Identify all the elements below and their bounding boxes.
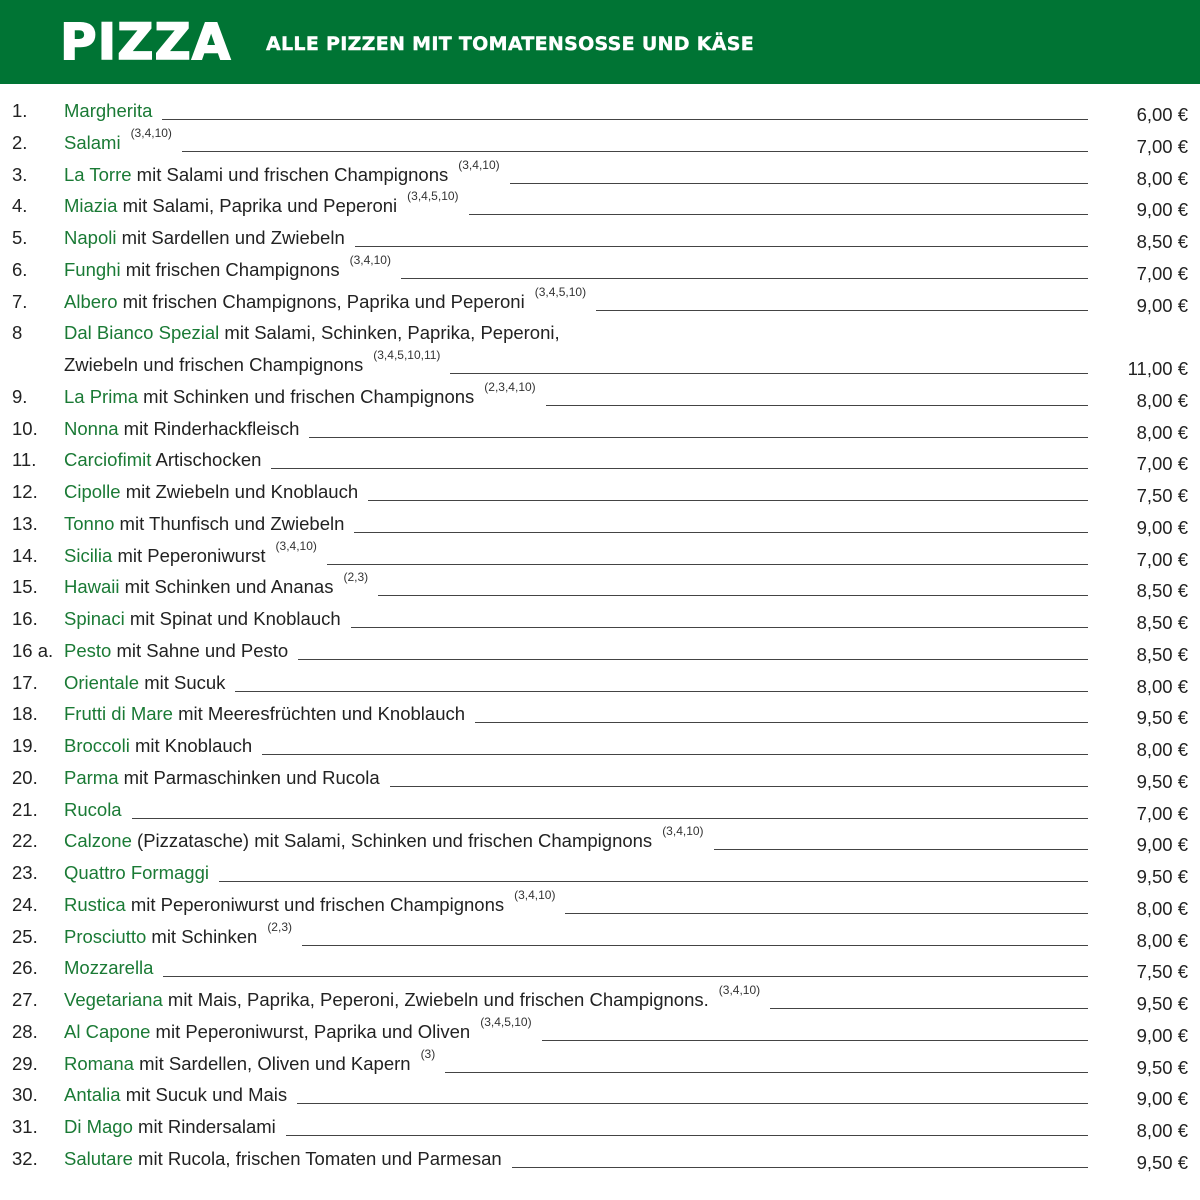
item-number: 3.	[12, 163, 28, 185]
item-text	[64, 894, 504, 916]
item-number: 29.	[12, 1052, 38, 1074]
item-price: 7,00 €	[1136, 262, 1188, 284]
dotted-leader-line	[770, 1007, 1088, 1009]
item-number: 23.	[12, 862, 38, 883]
item-allergens: (3,4,10)	[349, 252, 391, 267]
dotted-leader-line	[378, 594, 1088, 596]
item-description: mit Sucuk	[139, 671, 226, 693]
menu-item	[0, 761, 1200, 793]
item-text	[64, 576, 333, 598]
item-name: Frutti di Mare	[64, 703, 173, 725]
dotted-leader-line	[327, 563, 1088, 565]
item-number: 24.	[12, 893, 38, 915]
item-allergens: (2,3)	[267, 919, 292, 934]
menu-item	[0, 920, 1200, 952]
item-text-line	[64, 919, 1088, 948]
item-name: Miazia	[64, 195, 118, 217]
item-text	[64, 386, 474, 408]
dotted-leader-line	[714, 848, 1088, 850]
item-allergens: (2,3)	[343, 570, 369, 585]
item-text-line	[64, 513, 1088, 535]
item-text	[64, 1053, 411, 1075]
item-description: Zwiebeln und frischen Champignons	[64, 354, 364, 375]
item-price: 9,50 €	[1136, 1056, 1188, 1078]
item-price: 8,50 €	[1136, 580, 1188, 602]
item-name: Calzone	[64, 830, 132, 852]
item-number: 22.	[12, 830, 38, 852]
item-price: 6,00 €	[1136, 104, 1188, 125]
item-text-line	[64, 824, 1088, 852]
item-text-line	[64, 481, 1088, 503]
item-number: 25.	[12, 925, 38, 947]
item-text-line	[64, 672, 1088, 694]
item-text-line	[64, 1014, 1088, 1043]
item-number: 14.	[12, 544, 38, 566]
item-text-line	[64, 887, 1088, 916]
dotted-leader-line	[445, 1071, 1088, 1073]
item-name: Vegetariana	[64, 989, 163, 1010]
page-subtitle: ALLE PIZZEN MIT TOMATENSOSSE UND KÄSE	[266, 33, 755, 55]
item-text	[64, 481, 358, 503]
item-description: mit Salami und frischen Champignons	[131, 163, 449, 185]
item-description: mit Meeresfrüchten und Knoblauch	[172, 703, 466, 725]
item-text-line	[64, 348, 1088, 376]
item-name: Margherita	[64, 100, 153, 121]
menu-item	[0, 507, 1200, 539]
menu-item	[0, 729, 1200, 761]
item-number: 5.	[12, 227, 28, 248]
item-number: 28.	[12, 1020, 38, 1042]
item-text	[64, 291, 525, 313]
item-text-line	[64, 227, 1088, 249]
item-price: 8,50 €	[1136, 231, 1188, 252]
item-description: Artischocken	[151, 449, 262, 471]
item-number: 32.	[12, 1147, 38, 1169]
item-number: 17.	[12, 671, 38, 693]
dotted-leader-line	[512, 1166, 1088, 1168]
item-name: Rucola	[64, 798, 122, 820]
item-number: 30.	[12, 1084, 38, 1106]
dotted-leader-line	[450, 372, 1088, 374]
dotted-leader-line	[298, 658, 1088, 660]
item-description: mit Sucuk und Mais	[120, 1084, 288, 1106]
menu-item	[0, 126, 1200, 158]
item-price: 8,00 €	[1136, 739, 1188, 760]
item-description: mit Thunfisch und Zwiebeln	[114, 512, 345, 534]
dotted-leader-line	[354, 531, 1088, 533]
item-text-line	[64, 379, 1088, 408]
item-text-line	[64, 1046, 1088, 1075]
item-price: 7,00 €	[1136, 802, 1188, 824]
item-name: Pesto	[64, 639, 112, 661]
item-description: mit Salami, Paprika und Peperoni	[117, 195, 398, 217]
menu-item	[0, 1142, 1200, 1174]
item-number: 8	[12, 322, 23, 344]
item-name: Nonna	[64, 417, 119, 439]
item-allergens: (2,3,4,10)	[484, 379, 536, 394]
item-text-line	[64, 538, 1088, 567]
item-number: 27.	[12, 989, 38, 1010]
item-price: 8,50 €	[1136, 643, 1188, 665]
item-text	[64, 989, 709, 1011]
item-description: mit Mais, Paprika, Peperoni, Zwiebeln und frischen Champignons.	[162, 989, 709, 1010]
item-number: 16 a.	[12, 639, 54, 661]
menu-item	[0, 412, 1200, 444]
item-description: (Pizzatasche) mit Salami, Schinken und frischen Champignons	[131, 830, 653, 852]
menu-item	[0, 1015, 1200, 1047]
menu-item	[0, 602, 1200, 634]
item-number: 1.	[12, 100, 28, 121]
item-text	[64, 830, 652, 852]
item-price: 9,50 €	[1136, 707, 1188, 729]
item-price: 8,00 €	[1136, 897, 1188, 919]
menu-item	[0, 94, 1200, 126]
menu-item	[0, 888, 1200, 920]
item-price: 9,00 €	[1136, 294, 1188, 316]
item-text	[64, 735, 252, 757]
item-text	[64, 862, 209, 884]
item-name: Napoli	[64, 227, 117, 248]
dotted-leader-line	[132, 817, 1088, 819]
item-name: Carciofimit	[64, 449, 152, 471]
item-price: 9,00 €	[1136, 834, 1188, 856]
item-name: Orientale	[64, 671, 140, 693]
item-price: 7,00 €	[1136, 135, 1188, 157]
item-text-line	[64, 252, 1088, 281]
item-description: mit Schinken	[146, 925, 258, 947]
menu-item	[0, 221, 1200, 253]
item-text-line	[64, 767, 1088, 789]
dotted-leader-line	[297, 1102, 1088, 1104]
item-description: mit Salami, Schinken, Paprika, Peperoni,	[219, 322, 560, 344]
dotted-leader-line	[475, 721, 1088, 723]
item-text-line	[64, 570, 1088, 598]
item-number: 20.	[12, 766, 38, 788]
dotted-leader-line	[219, 880, 1088, 882]
item-number: 10.	[12, 417, 38, 439]
menu-item	[0, 539, 1200, 571]
menu-item	[0, 983, 1200, 1015]
item-allergens: (3,4,5,10,11)	[373, 348, 441, 362]
item-text-line	[64, 640, 1088, 662]
item-text	[64, 703, 465, 725]
item-name: Antalia	[64, 1084, 121, 1106]
item-text-line	[64, 735, 1088, 757]
item-description: mit Sahne und Pesto	[111, 639, 289, 661]
menu-item	[0, 634, 1200, 666]
item-text	[64, 195, 397, 217]
menu-item	[0, 856, 1200, 888]
item-description: mit Parmaschinken und Rucola	[118, 766, 380, 788]
menu-item	[0, 697, 1200, 729]
item-text	[64, 132, 121, 154]
item-price: 9,50 €	[1136, 770, 1188, 792]
item-text	[64, 926, 257, 948]
item-name: Salami	[64, 131, 121, 153]
dotted-leader-line	[542, 1039, 1088, 1041]
item-number: 13.	[12, 512, 38, 534]
item-price: 8,00 €	[1136, 421, 1188, 443]
menu-item	[0, 1110, 1200, 1142]
item-text	[64, 449, 261, 471]
menu-item	[0, 475, 1200, 507]
dotted-leader-line	[469, 213, 1088, 215]
item-description: mit Peperoniwurst, Paprika und Oliven	[150, 1020, 471, 1042]
item-description: mit frischen Champignons	[120, 258, 340, 280]
item-allergens: (3,4,10)	[275, 538, 317, 553]
item-price: 9,00 €	[1136, 1088, 1188, 1110]
item-price: 8,00 €	[1136, 167, 1188, 189]
item-price: 7,50 €	[1136, 485, 1188, 506]
item-name: Rustica	[64, 893, 126, 915]
menu-item	[0, 951, 1200, 983]
item-text	[64, 1084, 287, 1106]
menu-header	[0, 0, 1200, 84]
dotted-leader-line	[351, 626, 1088, 628]
menu-item	[0, 348, 1200, 380]
item-description: mit Schinken und Ananas	[119, 576, 334, 598]
item-text	[64, 799, 122, 821]
page-title: PIZZA	[60, 13, 232, 71]
item-number: 12.	[12, 481, 38, 502]
item-allergens: (3,4,5,10)	[407, 189, 459, 204]
item-name: Salutare	[64, 1147, 133, 1169]
item-description: mit Zwiebeln und Knoblauch	[120, 481, 359, 502]
item-number: 6.	[12, 258, 28, 280]
item-price: 8,00 €	[1136, 675, 1188, 697]
item-number: 19.	[12, 735, 38, 756]
item-allergens: (3,4,10)	[130, 125, 172, 140]
item-text	[64, 227, 345, 249]
item-text-line	[64, 957, 1088, 979]
item-name: La Torre	[64, 163, 132, 185]
item-allergens: (3)	[420, 1046, 436, 1061]
item-price: 7,00 €	[1136, 548, 1188, 570]
item-name: Broccoli	[64, 735, 130, 756]
item-text	[64, 100, 152, 122]
item-text-line	[64, 608, 1088, 630]
item-description: mit Knoblauch	[129, 735, 253, 756]
item-price: 9,50 €	[1136, 866, 1188, 887]
dotted-leader-line	[355, 245, 1088, 247]
item-description: mit Schinken und frischen Champignons	[138, 385, 475, 407]
item-text-line	[64, 189, 1088, 217]
item-description: mit Rinderhackfleisch	[118, 417, 300, 439]
item-name: Di Mago	[64, 1116, 133, 1137]
menu-item	[0, 824, 1200, 856]
item-description: mit Sardellen und Zwiebeln	[116, 227, 345, 248]
item-text	[64, 767, 380, 789]
menu-item	[0, 253, 1200, 285]
menu-item	[0, 666, 1200, 698]
menu-item	[0, 316, 1200, 348]
item-name: Romana	[64, 1052, 134, 1074]
item-name: Hawaii	[64, 576, 120, 598]
item-text	[64, 545, 266, 567]
dotted-leader-line	[235, 690, 1088, 692]
item-text	[64, 1021, 470, 1043]
item-number: 15.	[12, 576, 38, 598]
dotted-leader-line	[286, 1134, 1088, 1136]
item-text	[64, 1148, 502, 1170]
item-text	[64, 608, 341, 630]
item-text-line	[64, 100, 1088, 122]
menu-item	[0, 1047, 1200, 1079]
item-description: mit Sardellen, Oliven und Kapern	[133, 1052, 411, 1074]
menu-item	[0, 793, 1200, 825]
menu-item	[0, 158, 1200, 190]
item-text-line	[64, 418, 1088, 440]
item-price: 8,50 €	[1136, 612, 1188, 633]
item-price: 9,50 €	[1136, 993, 1188, 1014]
dotted-leader-line	[596, 309, 1088, 311]
dotted-leader-line	[368, 499, 1088, 501]
item-name: Tonno	[64, 512, 115, 534]
item-text-line	[64, 125, 1088, 154]
item-name: Quattro Formaggi	[64, 862, 209, 883]
item-text	[64, 513, 344, 535]
item-number: 4.	[12, 195, 28, 217]
item-text-line	[64, 703, 1088, 725]
item-name: Prosciutto	[64, 925, 147, 947]
dotted-leader-line	[309, 436, 1088, 438]
item-name: La Prima	[64, 385, 139, 407]
item-name: Parma	[64, 766, 119, 788]
menu-item	[0, 189, 1200, 221]
menu-item	[0, 1078, 1200, 1110]
item-name: Spinaci	[64, 608, 125, 629]
pizza-menu-list	[0, 94, 1200, 1174]
item-allergens: (3,4,10)	[514, 887, 556, 902]
item-description: mit Peperoniwurst und frischen Champignons	[125, 893, 505, 915]
item-number: 11.	[12, 449, 37, 471]
item-price: 8,00 €	[1136, 929, 1188, 951]
menu-item	[0, 570, 1200, 602]
item-text-line	[64, 983, 1088, 1011]
item-price: 8,00 €	[1136, 389, 1188, 411]
dotted-leader-line	[162, 118, 1088, 120]
item-price: 7,00 €	[1136, 453, 1188, 475]
item-description: mit Peperoniwurst	[112, 544, 266, 566]
item-allergens: (3,4,5,10)	[480, 1014, 532, 1029]
item-text	[64, 322, 560, 344]
dotted-leader-line	[565, 912, 1088, 914]
item-price: 11,00 €	[1127, 358, 1188, 379]
item-name: Al Capone	[64, 1020, 151, 1042]
item-number: 21.	[12, 798, 38, 820]
item-text-line	[64, 1084, 1088, 1106]
item-allergens: (3,4,10)	[718, 983, 761, 997]
dotted-leader-line	[401, 277, 1088, 279]
dotted-leader-line	[271, 467, 1088, 469]
item-text-line	[64, 322, 680, 344]
item-number: 16.	[12, 608, 38, 629]
menu-item	[0, 380, 1200, 412]
item-text-line	[64, 449, 1088, 471]
menu-item	[0, 443, 1200, 475]
item-price: 9,00 €	[1136, 199, 1188, 221]
item-description: mit Spinat und Knoblauch	[124, 608, 341, 629]
item-text	[64, 164, 448, 186]
item-number: 31.	[12, 1116, 38, 1137]
item-price: 9,00 €	[1136, 516, 1188, 538]
menu-item	[0, 285, 1200, 317]
item-text-line	[64, 157, 1088, 186]
item-text	[64, 354, 363, 376]
item-number: 7.	[12, 290, 28, 312]
item-text	[64, 640, 288, 662]
item-text	[64, 957, 153, 979]
item-price: 8,00 €	[1136, 1120, 1188, 1141]
item-description: mit Rucola, frischen Tomaten und Parmesan	[132, 1147, 502, 1169]
item-text	[64, 418, 299, 440]
dotted-leader-line	[510, 182, 1088, 184]
dotted-leader-line	[262, 753, 1088, 755]
item-name: Funghi	[64, 258, 121, 280]
dotted-leader-line	[546, 404, 1088, 406]
item-allergens: (3,4,10)	[662, 824, 704, 839]
dotted-leader-line	[163, 975, 1088, 977]
dotted-leader-line	[182, 150, 1088, 152]
item-name: Dal Bianco Spezial	[64, 322, 220, 344]
item-name: Mozzarella	[64, 957, 154, 979]
item-number: 9.	[12, 385, 28, 407]
dotted-leader-line	[390, 785, 1088, 787]
item-allergens: (3,4,5,10)	[534, 284, 587, 299]
item-text-line	[64, 284, 1088, 313]
item-number: 26.	[12, 957, 38, 979]
item-name: Cipolle	[64, 481, 121, 502]
item-text	[64, 672, 225, 694]
item-number: 2.	[12, 131, 28, 153]
item-text	[64, 259, 340, 281]
item-name: Albero	[64, 290, 118, 312]
item-name: Sicilia	[64, 544, 113, 566]
dotted-leader-line	[302, 944, 1088, 946]
item-price: 9,50 €	[1136, 1151, 1188, 1173]
item-allergens: (3,4,10)	[458, 157, 500, 172]
item-price: 9,00 €	[1136, 1024, 1188, 1046]
item-text-line	[64, 862, 1088, 884]
item-text	[64, 1116, 276, 1138]
item-text-line	[64, 1116, 1088, 1138]
item-description: mit Rindersalami	[132, 1116, 276, 1137]
item-number: 18.	[12, 703, 38, 725]
item-text-line	[64, 799, 1088, 821]
item-description: mit frischen Champignons, Paprika und Peperoni	[117, 290, 525, 312]
item-price: 7,50 €	[1136, 961, 1188, 983]
item-text-line	[64, 1148, 1088, 1170]
